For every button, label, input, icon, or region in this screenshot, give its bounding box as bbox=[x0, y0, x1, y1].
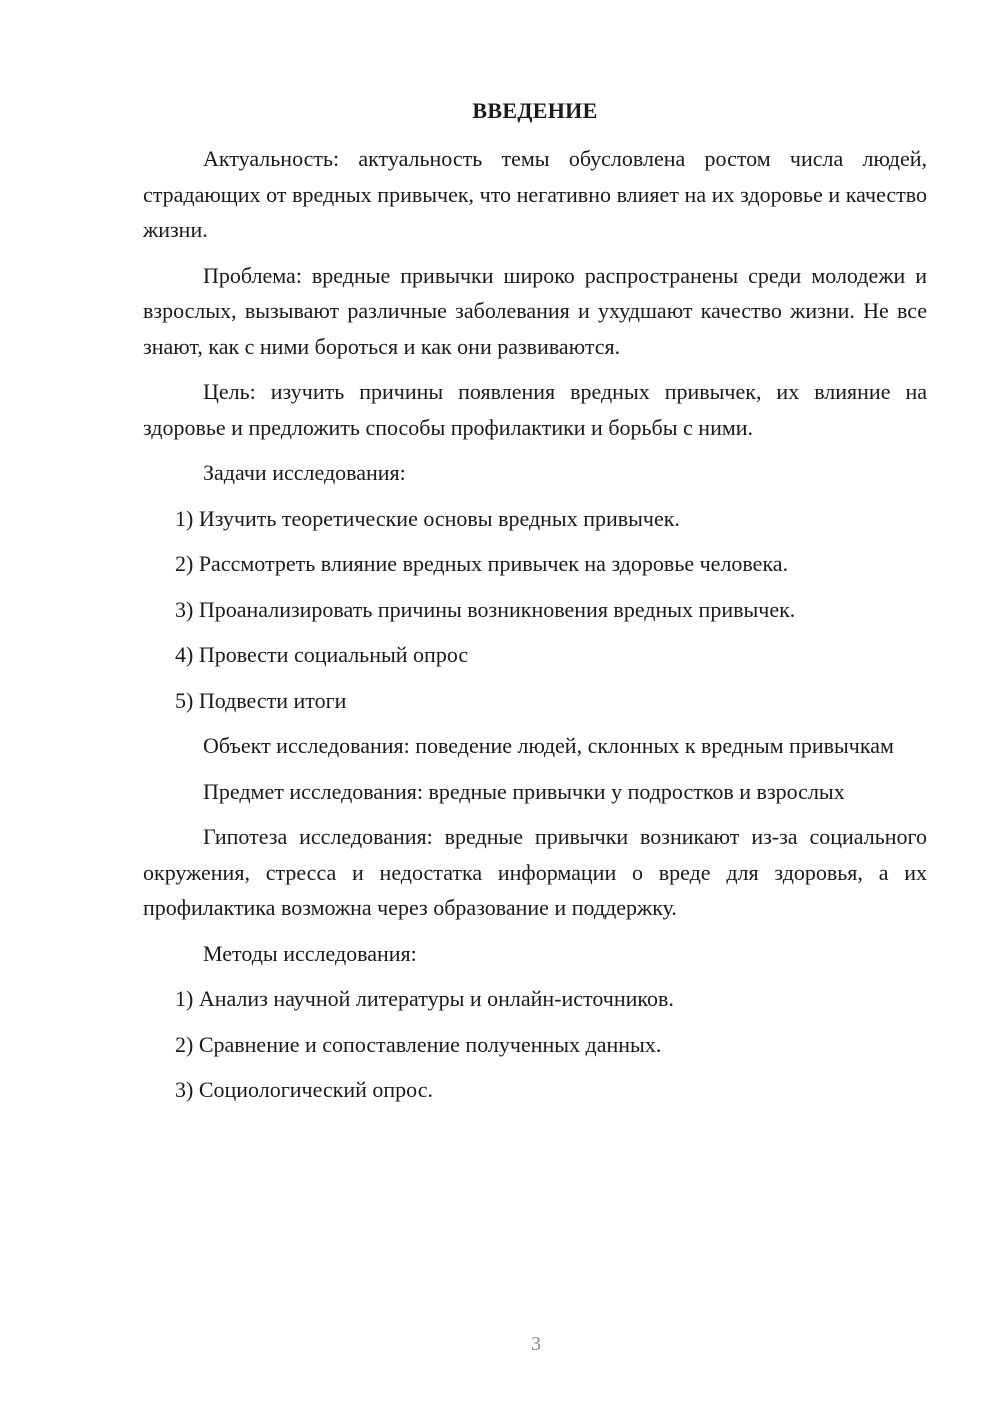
hypothesis-paragraph: Гипотеза исследования: вредные привычки возникают из-за социального окружения, стресса и недостатка информации о вреде для здоровья, а их профилактика возможна через образование и поддержку. bbox=[143, 824, 927, 920]
task-item-4: 4) Провести социальный опрос bbox=[175, 642, 469, 667]
page-content bbox=[143, 94, 927, 1118]
relevance-paragraph: Актуальность: актуальность темы обусловлена ростом числа людей, страдающих от вредных привычек, что негативно влияет на их здоровье и качество жизни. bbox=[143, 146, 927, 242]
problem-paragraph: Проблема: вредные привычки широко распространены среди молодежи и взрослых, вызывают различные заболевания и ухудшают качество жизни. Не все знают, как с ними бороться и как они развиваются. bbox=[143, 262, 927, 359]
task-item-1: 1) Изучить теоретические основы вредных привычек. bbox=[175, 505, 680, 531]
tasks-heading: Задачи исследования: bbox=[203, 460, 406, 485]
method-item-3: 3) Социологический опрос. bbox=[175, 1077, 433, 1102]
method-item-1: 1) Анализ научной литературы и онлайн-источников. bbox=[175, 986, 674, 1011]
goal-paragraph: Цель: изучить причины появления вредных привычек, их влияние на здоровье и предложить способы профилактики и борьбы с ними. bbox=[143, 379, 927, 440]
task-item-5: 5) Подвести итоги bbox=[175, 687, 347, 713]
subject-paragraph: Предмет исследования: вредные привычки у подростков и взрослых bbox=[203, 778, 845, 804]
task-item-2: 2) Рассмотреть влияние вредных привычек на здоровье человека. bbox=[175, 551, 789, 576]
object-paragraph: Объект исследования: поведение людей, склонных к вредным привычкам bbox=[203, 733, 894, 758]
methods-heading: Методы исследования: bbox=[203, 940, 417, 966]
section-title: ВВЕДЕНИЕ bbox=[472, 98, 598, 123]
method-item-2: 2) Сравнение и сопоставление полученных данных. bbox=[175, 1031, 662, 1057]
task-item-3: 3) Проанализировать причины возникновения вредных привычек. bbox=[175, 596, 796, 622]
page-number: 3 bbox=[531, 1333, 541, 1355]
